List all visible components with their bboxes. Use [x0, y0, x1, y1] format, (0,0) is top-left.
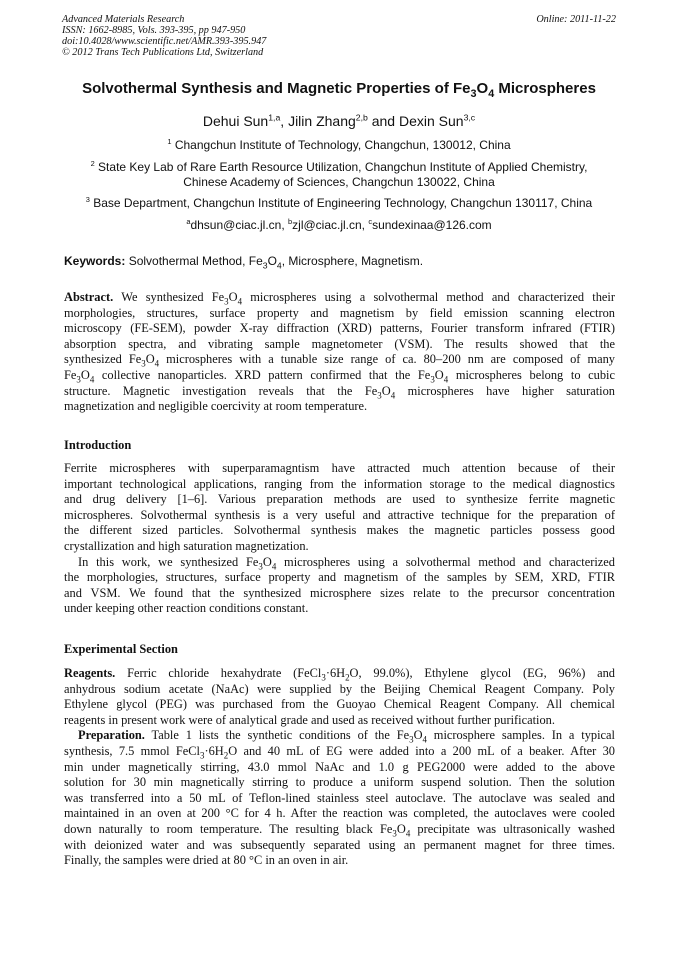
email-line: $^a$dhsun@ciac.jl.cn, $^b$zjl@ciac.jl.cn, $^c$sundexinaa@126.com: [186, 217, 492, 232]
journal-header: [62, 14, 616, 58]
abstract: Abstract. We synthesized $Fe_3O_4$ microspheres using a solvothermal method and characterized their morphologies, structures, surface property and magnetism by field emission scanning electron microscopy (FE-SEM), powder X-ray diffraction (XRD) patterns, Fourier transform infrared (FTIR) absorption spectra, and vibrating sample magnetometer (VSM). The results showed that the synthesized $Fe_3O_4$ microspheres with a tunable size range of ca. 80–200 nm are composed of many $Fe_3O_4$ collective nanoparticles. XRD pattern confirmed that the $Fe_3O_4$ microspheres belong to cubic structure. Magnetic investigation reveals that the $Fe_3O_4$ microspheres have higher saturation magnetization and negligible coercivity at room temperature.: [64, 290, 615, 414]
experimental-body: Reagents. Ferric chloride hexahydrate ($FeCl_3\cdot 6H_2O$, 99.0%), Ethylene glycol (EG, 96%) and anhydrous sodium acetate (NaAc) were supplied by the Beijing Chemical Reagent Company. Poly Ethylene glycol (PEG) was purchased from the Guoyao Chemical Reagent Company. All chemical reagents in present work were of analytical grade and used as received without further purification. Preparation. Table 1 lists the synthetic conditions of the $Fe_3O_4$ microsphere samples. In a typical synthesis, 7.5 mmol $FeCl_3\cdot 6H_2O$ and 40 mL of EG were added into a 200 mL of a beaker. After 30 min under magnetically stirring, 43.0 mmol NaAc and 1.0 g PEG2000 were added to the above solution for 30 min magnetically stirring to produce a uniform suspend solution. Then the solution was transferred into a 50 mL of Teflon-lined stainless steel autoclave. The autoclave was sealed and maintained in an oven at 200 °C for 4 h. After the reaction was completed, the autoclaves were cooled down naturally to room temperature. The resulting black $Fe_3O_4$ precipitate was ultrasonically washed with deionized water and was subsequently separated using an permanent magnet for three times. Finally, the samples were dried at 80 °C in an oven in air.: [64, 666, 615, 868]
keywords: Keywords: Solvothermal Method, $Fe_3O_4$, Microsphere, Magnetism.: [64, 254, 424, 271]
issn-line: ISSN: 1662-8985, Vols. 393-395, pp 947-950: [62, 25, 246, 36]
author-list: Dehui Sun$^{1,a}$, Jilin Zhang$^{2,b}$ and Dexin Sun$^{3,c}$: [202, 112, 476, 129]
online-date: Online: 2011-11-22: [536, 14, 616, 25]
introduction-heading: Introduction: [64, 438, 132, 452]
affiliation-3: $^3$ Base Department, Changchun Institute of Engineering Technology, Changchun 130117, China: [85, 195, 593, 210]
paper-title: Solvothermal Synthesis and Magnetic Properties of $Fe_3O_4$ Microspheres: [82, 80, 596, 100]
journal-name: Advanced Materials Research: [62, 14, 185, 25]
affiliation-2: $^2$ State Key Lab of Rare Earth Resource Utilization, Changchun Institute of Applied Chemistry, Chinese Academy of Sciences, Changchun 130022, China: [90, 159, 588, 189]
experimental-heading: Experimental Section: [64, 642, 178, 656]
affiliation-1: $^1$ Changchun Institute of Technology, Changchun, 130012, China: [167, 137, 511, 152]
copyright-line: © 2012 Trans Tech Publications Ltd, Switzerland: [62, 47, 264, 58]
doi-line: doi:10.4028/www.scientific.net/AMR.393-395.947: [62, 36, 267, 47]
introduction-body: Ferrite microspheres with superparamagntism have attracted much attention because of their important technological applications, ranging from the information storage to the medical diagnostics and drug delivery [1–6]. Various preparation methods are used to synthesize ferrite magnetic microspheres. Solvothermal synthesis is a very useful and attractive technique for the preparation of the different sized particles. Solvothermal synthesis makes the magnetic particles possess good crystallization and high saturation magnetization. In this work, we synthesized $Fe_3O_4$ microspheres using a solvothermal method and characterized the morphologies, structures, surface property and magnetism of the samples by SEM, XRD, FTIR and VSM. We found that the synthesized microsphere sizes relate to the precursor concentration under keeping other reaction conditions constant.: [64, 461, 616, 616]
